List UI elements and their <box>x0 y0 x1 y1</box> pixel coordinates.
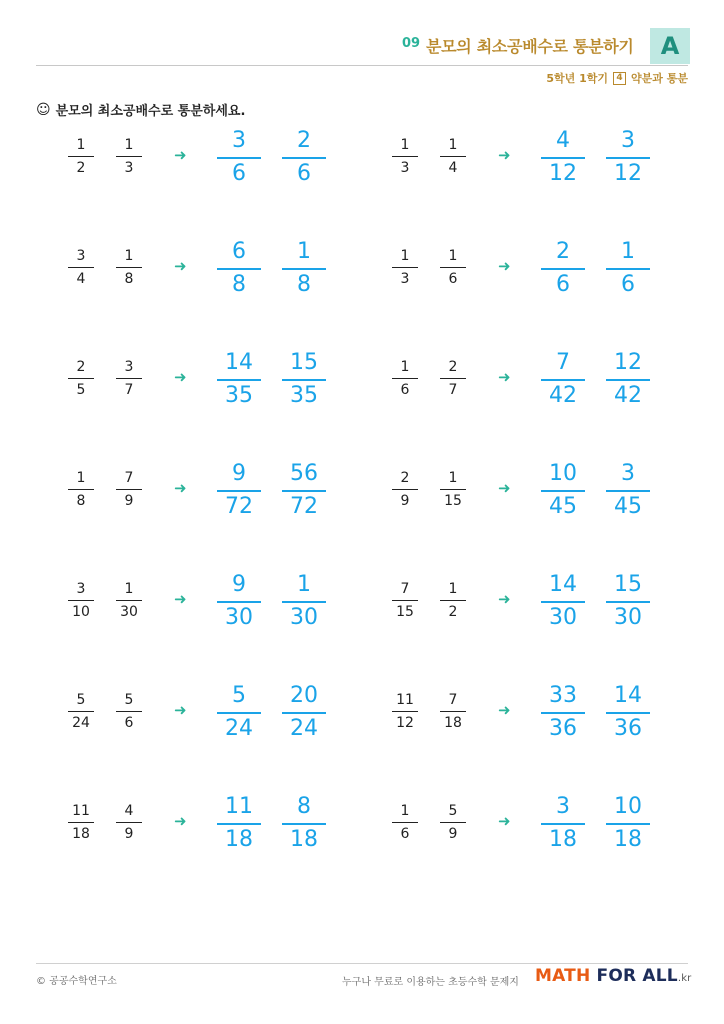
denominator: 45 <box>549 494 577 519</box>
numerator: 11 <box>396 692 414 708</box>
arrow-right-icon: ➜ <box>498 479 511 497</box>
denominator: 30 <box>120 604 138 620</box>
answer-fraction <box>606 796 650 851</box>
numerator: 1 <box>76 470 86 486</box>
footer-divider <box>36 963 688 964</box>
fraction-bar <box>440 600 466 601</box>
numerator: 33 <box>549 683 577 708</box>
fraction-bar <box>440 378 466 379</box>
question-fraction <box>392 582 418 619</box>
fraction-bar <box>440 489 466 490</box>
answer-fraction <box>217 463 261 518</box>
fraction-bar <box>606 157 650 159</box>
numerator: 11 <box>225 794 253 819</box>
fraction-bar <box>440 822 466 823</box>
brand-forall: FOR ALL <box>596 966 678 986</box>
brand-logo[interactable] <box>535 966 692 986</box>
denominator: 7 <box>124 382 134 398</box>
fraction-bar <box>606 601 650 603</box>
fraction-bar <box>392 156 418 157</box>
answer-fraction <box>282 463 326 518</box>
header-divider <box>36 65 688 66</box>
numerator: 56 <box>290 461 318 486</box>
problem-item <box>66 796 366 856</box>
numerator: 3 <box>232 128 246 153</box>
denominator: 6 <box>232 161 246 186</box>
denominator: 18 <box>444 715 462 731</box>
answer-fraction <box>541 352 585 407</box>
denominator: 24 <box>225 716 253 741</box>
numerator: 10 <box>549 461 577 486</box>
numerator: 3 <box>124 359 134 375</box>
fraction-bar <box>282 379 326 381</box>
numerator: 2 <box>76 359 86 375</box>
denominator: 6 <box>124 715 134 731</box>
denominator: 3 <box>400 160 410 176</box>
fraction-bar <box>217 490 261 492</box>
answer-fraction <box>282 352 326 407</box>
arrow-right-icon: ➜ <box>498 368 511 386</box>
denominator: 8 <box>297 272 311 297</box>
question-fraction <box>440 360 466 397</box>
numerator: 5 <box>124 692 134 708</box>
problem-item <box>390 574 690 634</box>
denominator: 36 <box>614 716 642 741</box>
fraction-bar <box>541 379 585 381</box>
answer-fraction <box>606 352 650 407</box>
numerator: 2 <box>448 359 458 375</box>
arrow-right-icon: ➜ <box>174 812 187 830</box>
numerator: 1 <box>297 239 311 264</box>
fraction-bar <box>217 157 261 159</box>
fraction-bar <box>116 600 142 601</box>
answer-fraction <box>282 130 326 185</box>
smile-icon: ☺ <box>36 101 51 118</box>
question-fraction <box>440 693 466 730</box>
answer-fraction <box>217 685 261 740</box>
denominator: 6 <box>556 272 570 297</box>
denominator: 5 <box>76 382 86 398</box>
denominator: 18 <box>225 827 253 852</box>
denominator: 6 <box>400 826 410 842</box>
worksheet-number: 09 <box>402 36 421 51</box>
fraction-bar <box>606 379 650 381</box>
problem-item <box>66 574 366 634</box>
denominator: 6 <box>621 272 635 297</box>
arrow-right-icon: ➜ <box>174 590 187 608</box>
fraction-bar <box>541 601 585 603</box>
numerator: 2 <box>400 470 410 486</box>
arrow-right-icon: ➜ <box>174 368 187 386</box>
fraction-bar <box>440 156 466 157</box>
numerator: 2 <box>297 128 311 153</box>
arrow-right-icon: ➜ <box>498 590 511 608</box>
denominator: 8 <box>232 272 246 297</box>
fraction-bar <box>68 489 94 490</box>
question-fraction <box>392 804 418 841</box>
numerator: 3 <box>76 581 86 597</box>
denominator: 72 <box>290 494 318 519</box>
answer-fraction <box>541 130 585 185</box>
denominator: 7 <box>448 382 458 398</box>
denominator: 30 <box>225 605 253 630</box>
fraction-bar <box>116 822 142 823</box>
fraction-bar <box>282 490 326 492</box>
question-fraction <box>440 804 466 841</box>
question-fraction <box>116 360 142 397</box>
denominator: 12 <box>614 161 642 186</box>
denominator: 24 <box>290 716 318 741</box>
question-fraction <box>440 471 466 508</box>
problem-item <box>390 796 690 856</box>
denominator: 42 <box>614 383 642 408</box>
question-fraction <box>68 471 94 508</box>
denominator: 36 <box>549 716 577 741</box>
answer-fraction <box>217 796 261 851</box>
denominator: 12 <box>549 161 577 186</box>
question-fraction <box>392 471 418 508</box>
question-fraction <box>116 804 142 841</box>
question-fraction <box>392 360 418 397</box>
answer-fraction <box>541 796 585 851</box>
denominator: 15 <box>396 604 414 620</box>
question-fraction <box>116 693 142 730</box>
numerator: 1 <box>621 239 635 264</box>
fraction-bar <box>606 823 650 825</box>
numerator: 1 <box>76 137 86 153</box>
fraction-bar <box>217 601 261 603</box>
problem-item <box>66 130 366 190</box>
problem-item <box>66 241 366 301</box>
fraction-bar <box>282 823 326 825</box>
numerator: 14 <box>614 683 642 708</box>
numerator: 1 <box>124 137 134 153</box>
denominator: 30 <box>549 605 577 630</box>
numerator: 14 <box>549 572 577 597</box>
worksheet-title: 분모의 최소공배수로 통분하기 <box>426 37 634 56</box>
denominator: 12 <box>396 715 414 731</box>
numerator: 3 <box>621 461 635 486</box>
problem-item <box>390 130 690 190</box>
numerator: 5 <box>76 692 86 708</box>
fraction-bar <box>116 378 142 379</box>
numerator: 10 <box>614 794 642 819</box>
answer-fraction <box>541 685 585 740</box>
fraction-bar <box>282 601 326 603</box>
numerator: 9 <box>232 572 246 597</box>
numerator: 7 <box>448 692 458 708</box>
numerator: 9 <box>232 461 246 486</box>
fraction-bar <box>217 268 261 270</box>
denominator: 6 <box>297 161 311 186</box>
answer-fraction <box>282 796 326 851</box>
numerator: 3 <box>556 794 570 819</box>
question-fraction <box>392 138 418 175</box>
fraction-bar <box>68 711 94 712</box>
fraction-bar <box>392 267 418 268</box>
fraction-bar <box>606 490 650 492</box>
numerator: 7 <box>400 581 410 597</box>
level-badge: A <box>650 28 690 64</box>
arrow-right-icon: ➜ <box>174 479 187 497</box>
question-fraction <box>392 249 418 286</box>
question-fraction <box>68 693 94 730</box>
answer-fraction <box>606 130 650 185</box>
fraction-bar <box>392 711 418 712</box>
arrow-right-icon: ➜ <box>174 701 187 719</box>
numerator: 1 <box>448 137 458 153</box>
fraction-bar <box>541 823 585 825</box>
fraction-bar <box>440 711 466 712</box>
numerator: 1 <box>448 248 458 264</box>
denominator: 30 <box>614 605 642 630</box>
answer-fraction <box>606 463 650 518</box>
footer-tagline: 누구나 무료로 이용하는 초등수학 문제지 <box>342 977 519 988</box>
question-fraction <box>68 249 94 286</box>
numerator: 4 <box>556 128 570 153</box>
fraction-bar <box>116 711 142 712</box>
answer-fraction <box>282 241 326 296</box>
arrow-right-icon: ➜ <box>498 701 511 719</box>
numerator: 14 <box>225 350 253 375</box>
numerator: 1 <box>400 359 410 375</box>
problem-item <box>390 241 690 301</box>
arrow-right-icon: ➜ <box>174 257 187 275</box>
fraction-bar <box>440 267 466 268</box>
denominator: 45 <box>614 494 642 519</box>
denominator: 6 <box>448 271 458 287</box>
fraction-bar <box>541 712 585 714</box>
fraction-bar <box>68 822 94 823</box>
fraction-bar <box>392 822 418 823</box>
numerator: 11 <box>72 803 90 819</box>
question-fraction <box>68 804 94 841</box>
numerator: 1 <box>400 803 410 819</box>
copyright: © 공공수학연구소 <box>36 976 117 987</box>
fraction-bar <box>68 600 94 601</box>
numerator: 1 <box>448 470 458 486</box>
problem-item <box>66 463 366 523</box>
numerator: 6 <box>232 239 246 264</box>
denominator: 6 <box>400 382 410 398</box>
denominator: 2 <box>76 160 86 176</box>
arrow-right-icon: ➜ <box>498 146 511 164</box>
numerator: 3 <box>621 128 635 153</box>
numerator: 15 <box>290 350 318 375</box>
fraction-bar <box>541 490 585 492</box>
question-fraction <box>116 471 142 508</box>
denominator: 18 <box>290 827 318 852</box>
numerator: 3 <box>76 248 86 264</box>
denominator: 9 <box>124 493 134 509</box>
brand-math: MATH <box>535 966 591 986</box>
question-fraction <box>392 693 418 730</box>
answer-fraction <box>282 574 326 629</box>
denominator: 10 <box>72 604 90 620</box>
fraction-bar <box>217 379 261 381</box>
unit-name: 약분과 통분 <box>631 72 688 85</box>
fraction-bar <box>68 267 94 268</box>
numerator: 20 <box>290 683 318 708</box>
denominator: 8 <box>124 271 134 287</box>
answer-fraction <box>541 463 585 518</box>
numerator: 4 <box>124 803 134 819</box>
fraction-bar <box>392 600 418 601</box>
denominator: 9 <box>448 826 458 842</box>
arrow-right-icon: ➜ <box>174 146 187 164</box>
fraction-bar <box>116 156 142 157</box>
numerator: 1 <box>400 248 410 264</box>
numerator: 12 <box>614 350 642 375</box>
answer-fraction <box>282 685 326 740</box>
numerator: 15 <box>614 572 642 597</box>
denominator: 15 <box>444 493 462 509</box>
question-fraction <box>440 582 466 619</box>
denominator: 9 <box>124 826 134 842</box>
denominator: 30 <box>290 605 318 630</box>
fraction-bar <box>392 489 418 490</box>
numerator: 5 <box>448 803 458 819</box>
question-fraction <box>68 582 94 619</box>
problem-item <box>390 685 690 745</box>
question-fraction <box>116 138 142 175</box>
fraction-bar <box>282 712 326 714</box>
instruction-text: 분모의 최소공배수로 통분하세요. <box>55 104 246 119</box>
problem-item <box>390 352 690 412</box>
answer-fraction <box>217 130 261 185</box>
denominator: 4 <box>76 271 86 287</box>
unit-number-box: 4 <box>613 72 626 85</box>
fraction-bar <box>217 712 261 714</box>
answer-fraction <box>606 685 650 740</box>
numerator: 8 <box>297 794 311 819</box>
question-fraction <box>440 138 466 175</box>
fraction-bar <box>606 712 650 714</box>
answer-fraction <box>217 352 261 407</box>
worksheet-subtitle <box>546 70 688 86</box>
answer-fraction <box>217 241 261 296</box>
problem-item <box>66 685 366 745</box>
denominator: 3 <box>400 271 410 287</box>
fraction-bar <box>541 268 585 270</box>
fraction-bar <box>68 378 94 379</box>
answer-fraction <box>217 574 261 629</box>
fraction-bar <box>217 823 261 825</box>
numerator: 1 <box>297 572 311 597</box>
fraction-bar <box>68 156 94 157</box>
denominator: 72 <box>225 494 253 519</box>
numerator: 1 <box>400 137 410 153</box>
denominator: 2 <box>448 604 458 620</box>
denominator: 3 <box>124 160 134 176</box>
fraction-bar <box>606 268 650 270</box>
question-fraction <box>116 249 142 286</box>
denominator: 35 <box>290 383 318 408</box>
question-fraction <box>116 582 142 619</box>
question-fraction <box>440 249 466 286</box>
numerator: 7 <box>124 470 134 486</box>
answer-fraction <box>541 241 585 296</box>
denominator: 24 <box>72 715 90 731</box>
denominator: 18 <box>72 826 90 842</box>
numerator: 1 <box>124 248 134 264</box>
fraction-bar <box>282 268 326 270</box>
denominator: 4 <box>448 160 458 176</box>
problem-item <box>66 352 366 412</box>
answer-fraction <box>541 574 585 629</box>
arrow-right-icon: ➜ <box>498 257 511 275</box>
arrow-right-icon: ➜ <box>498 812 511 830</box>
fraction-bar <box>282 157 326 159</box>
denominator: 9 <box>400 493 410 509</box>
problem-item <box>390 463 690 523</box>
numerator: 5 <box>232 683 246 708</box>
grade-label: 5학년 1학기 <box>546 72 609 85</box>
instruction <box>36 100 245 119</box>
fraction-bar <box>392 378 418 379</box>
denominator: 18 <box>614 827 642 852</box>
question-fraction <box>68 360 94 397</box>
question-fraction <box>68 138 94 175</box>
denominator: 35 <box>225 383 253 408</box>
fraction-bar <box>116 489 142 490</box>
denominator: 42 <box>549 383 577 408</box>
answer-fraction <box>606 241 650 296</box>
brand-kr: .kr <box>677 973 692 984</box>
numerator: 1 <box>448 581 458 597</box>
fraction-bar <box>541 157 585 159</box>
numerator: 7 <box>556 350 570 375</box>
numerator: 1 <box>124 581 134 597</box>
answer-fraction <box>606 574 650 629</box>
denominator: 18 <box>549 827 577 852</box>
denominator: 8 <box>76 493 86 509</box>
fraction-bar <box>116 267 142 268</box>
numerator: 2 <box>556 239 570 264</box>
